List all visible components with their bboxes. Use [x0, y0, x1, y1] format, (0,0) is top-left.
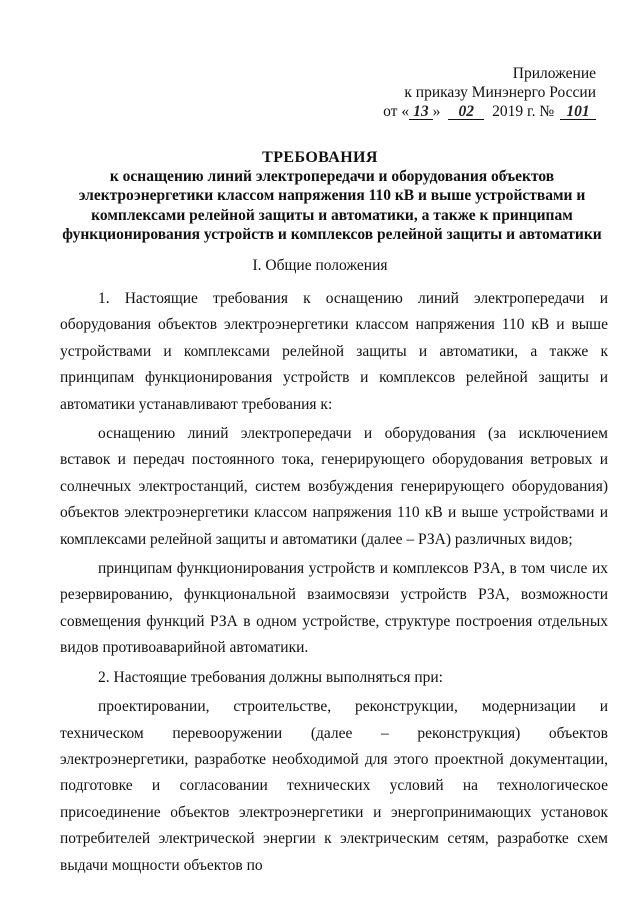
- section-heading: I. Общие положения: [252, 257, 388, 274]
- paragraph-1: 1. Настоящие требования к оснащению линий электропередачи и оборудования объектов электроэнергетики классом напряжения 110 кВ и выше устройствами и комплексами релейной защиты и автоматики, а также к принципам функционирования устройств и комплексов релейной защиты и автоматики устанавливают требования к:: [60, 290, 608, 413]
- document-title: ТРЕБОВАНИЯ: [262, 149, 378, 166]
- paragraph-5: проектировании, строительстве, реконструкции, модернизации и техническом перевооружении (далее – реконструкция) объектов электроэнергетики, разработке необходимой для этого проектной документации, подготовке и согласовании технических условий на технологическое присоединение объектов электроэнергетики и энергопринимающих установок потребителей электрической энергии к электрическим сетям, разработке схем выдачи мощности объектов по: [60, 698, 608, 874]
- paragraph-2: оснащению линий электропередачи и оборудования (за исключением вставок и передач постоянного тока, генерирующего оборудования ветровых и солнечных электростанций, систем возбуждения генерирующего оборудования) объектов электроэнергетики классом напряжения 110 кВ и выше устройствами и комплексами релейной защиты и автоматики (далее – РЗА) различных видов;: [60, 425, 608, 548]
- appendix-order-reference: к приказу Минэнерго России: [404, 84, 596, 101]
- document-body: [60, 286, 608, 879]
- handwritten-order-number: 101: [560, 104, 596, 120]
- document-subtitle: к оснащению линий электропередачи и оборудования объектов электроэнергетики классом напряжения 110 кВ и выше устройствами и комплексами релейной защиты и автоматики, а также к принципам функционирования устройств и комплексов релейной защиты и автоматики: [62, 168, 602, 244]
- appendix-label: Приложение: [512, 65, 596, 82]
- appendix-date-line: [383, 102, 596, 121]
- appendix-block: [383, 64, 596, 121]
- date-prefix: от «: [383, 103, 410, 120]
- date-year: 2019 г. №: [492, 103, 555, 120]
- date-quote-close: »: [432, 103, 441, 120]
- handwritten-day: 13: [409, 104, 433, 120]
- paragraph-3: принципам функционирования устройств и комплексов РЗА, в том числе их резервированию, функциональной взаимосвязи устройств РЗА, возможности совмещения функций РЗА в одном устройстве, структуре построения отдельных видов противоаварийной автоматики.: [60, 560, 608, 657]
- handwritten-month: 02: [448, 104, 484, 120]
- paragraph-4: 2. Настоящие требования должны выполняться при:: [98, 668, 443, 686]
